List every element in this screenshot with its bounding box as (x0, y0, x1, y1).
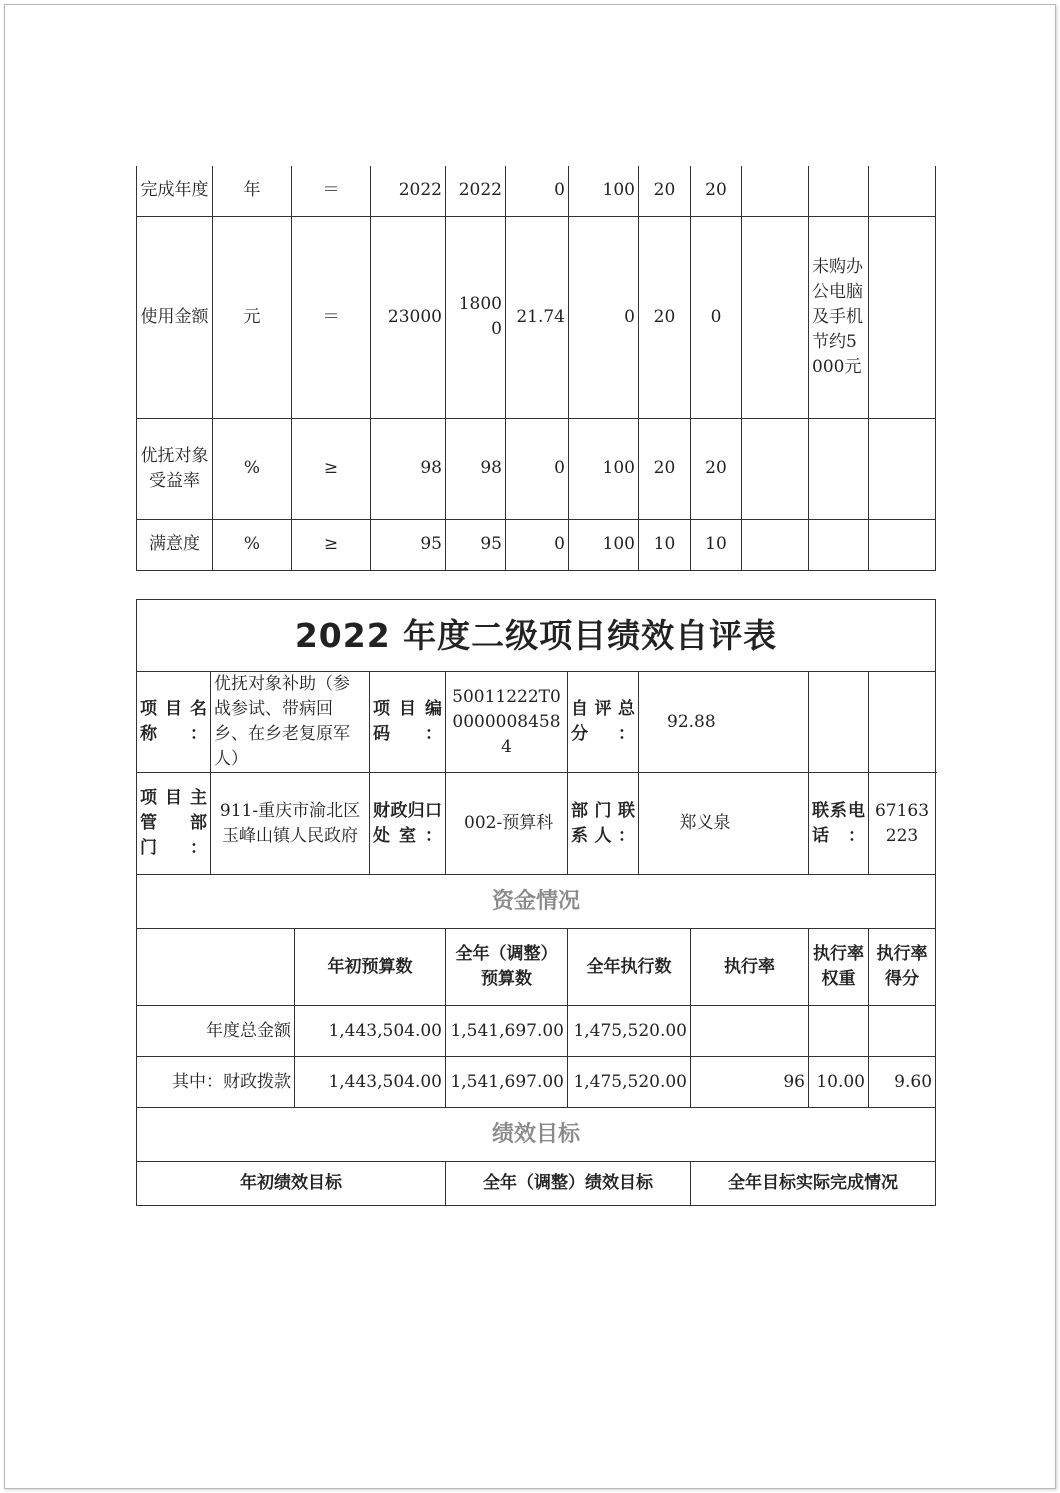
target-value: 23000 (371, 216, 446, 418)
funds-initial: 1,443,504.00 (295, 1006, 446, 1057)
operator: ＝ (292, 216, 371, 418)
remark (869, 166, 936, 216)
unit: 年 (213, 166, 292, 216)
funds-row-label: 其中：财政拨款 (137, 1057, 295, 1108)
funds-header-weight: 执行率权重 (809, 929, 869, 1006)
deviation: 0 (506, 418, 569, 519)
target-value: 98 (371, 418, 446, 519)
dept-value: 911-重庆市渝北区玉峰山镇人民政府 (211, 773, 370, 875)
indicator-name: 满意度 (137, 519, 213, 570)
indicator-name: 完成年度 (137, 166, 213, 216)
finance-label: 财政归口处室： (370, 773, 446, 875)
performance-indicator-table (136, 166, 936, 571)
deviation-reason (809, 166, 869, 216)
dept-label: 项目主管部门： (137, 773, 211, 875)
goals-header-adjusted: 全年（调整）绩效目标 (446, 1162, 691, 1206)
operator: ≥ (292, 418, 371, 519)
empty-cell (869, 672, 936, 773)
score: 20 (691, 166, 742, 216)
indicator-row (137, 418, 936, 519)
unit: 元 (213, 216, 292, 418)
self-evaluation-form (136, 599, 936, 1206)
completion-rate: 100 (569, 418, 639, 519)
operator: ＝ (292, 166, 371, 216)
funds-adjusted: 1,541,697.00 (446, 1006, 568, 1057)
indicator-row (137, 519, 936, 570)
note (742, 166, 809, 216)
remark (869, 216, 936, 418)
finance-value: 002-预算科 (446, 773, 568, 875)
funds-section-heading: 资金情况 (137, 875, 936, 929)
indicator-name: 使用金额 (137, 216, 213, 418)
note (742, 216, 809, 418)
completion-rate: 0 (569, 216, 639, 418)
target-value: 95 (371, 519, 446, 570)
funds-header-adjusted: 全年（调整）预算数 (446, 929, 568, 1006)
empty-cell (809, 672, 869, 773)
actual-value: 98 (446, 418, 506, 519)
funds-rate (691, 1006, 809, 1057)
indicator-name: 优抚对象受益率 (137, 418, 213, 519)
funds-header-initial: 年初预算数 (295, 929, 446, 1006)
note (742, 519, 809, 570)
funds-header-rate: 执行率 (691, 929, 809, 1006)
total-score-value: 92.88 (639, 672, 809, 773)
funds-initial: 1,443,504.00 (295, 1057, 446, 1108)
funds-row-label: 年度总金额 (137, 1006, 295, 1057)
completion-rate: 100 (569, 166, 639, 216)
note (742, 418, 809, 519)
funds-adjusted: 1,541,697.00 (446, 1057, 568, 1108)
unit: % (213, 418, 292, 519)
funds-header-executed: 全年执行数 (568, 929, 691, 1006)
project-code-label: 项目编码： (370, 672, 446, 773)
operator: ≥ (292, 519, 371, 570)
funds-weight: 10.00 (809, 1057, 869, 1108)
target-value: 2022 (371, 166, 446, 216)
deviation-reason (809, 418, 869, 519)
empty-cell (137, 929, 295, 1006)
deviation: 21.74 (506, 216, 569, 418)
funds-executed: 1,475,520.00 (568, 1006, 691, 1057)
unit: % (213, 519, 292, 570)
project-name-value: 优抚对象补助（参战参试、带病回乡、在乡老复原军人） (211, 672, 370, 773)
indicator-row (137, 166, 936, 216)
score: 20 (691, 418, 742, 519)
remark (869, 418, 936, 519)
remark (869, 519, 936, 570)
phone-value: 67163223 (869, 773, 936, 875)
goals-section-heading: 绩效目标 (137, 1108, 936, 1162)
funds-score (869, 1006, 936, 1057)
funds-weight (809, 1006, 869, 1057)
actual-value: 18000 (446, 216, 506, 418)
funds-header-score: 执行率得分 (869, 929, 936, 1006)
weight: 10 (639, 519, 691, 570)
funds-executed: 1,475,520.00 (568, 1057, 691, 1108)
actual-value: 2022 (446, 166, 506, 216)
funds-score: 9.60 (869, 1057, 936, 1108)
goals-header-initial: 年初绩效目标 (137, 1162, 446, 1206)
completion-rate: 100 (569, 519, 639, 570)
weight: 20 (639, 216, 691, 418)
phone-label: 联系电话： (809, 773, 869, 875)
actual-value: 95 (446, 519, 506, 570)
goals-header-actual: 全年目标实际完成情况 (691, 1162, 936, 1206)
contact-label: 部门联系人： (568, 773, 639, 875)
score: 10 (691, 519, 742, 570)
deviation: 0 (506, 519, 569, 570)
total-score-label: 自评总分： (568, 672, 639, 773)
score: 0 (691, 216, 742, 418)
project-code-value: 50011222T000000084584 (446, 672, 568, 773)
deviation: 0 (506, 166, 569, 216)
weight: 20 (639, 418, 691, 519)
contact-value: 郑义泉 (639, 773, 809, 875)
funds-rate: 96 (691, 1057, 809, 1108)
form-title: 2022 年度二级项目绩效自评表 (137, 600, 936, 672)
project-name-label: 项目名称： (137, 672, 211, 773)
weight: 20 (639, 166, 691, 216)
deviation-reason (809, 519, 869, 570)
deviation-reason: 未购办公电脑及手机节约5000元 (809, 216, 869, 418)
indicator-row (137, 216, 936, 418)
